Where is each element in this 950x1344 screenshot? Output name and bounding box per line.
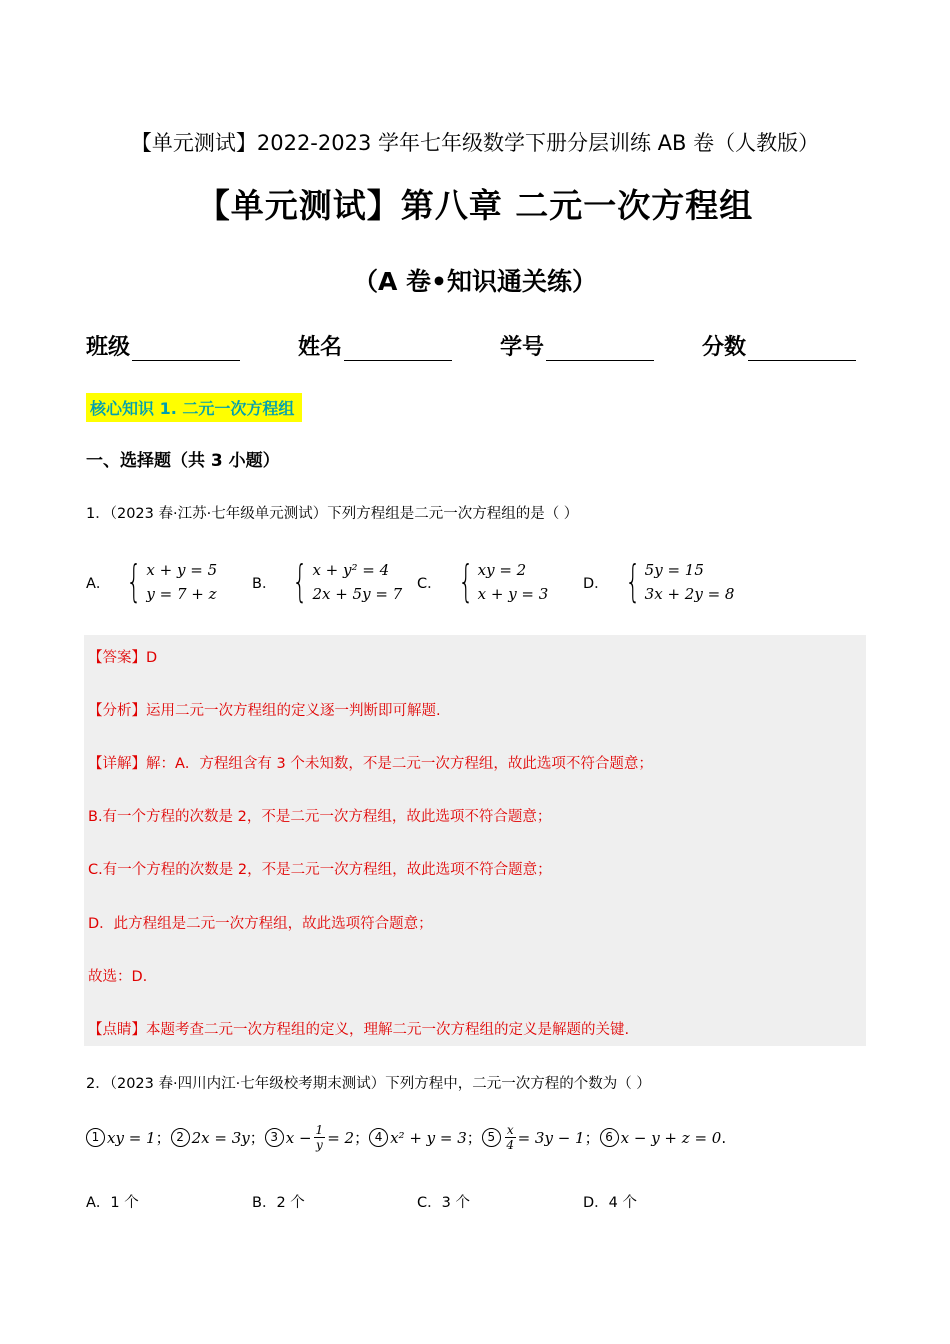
circled-number-icon: 3	[265, 1128, 284, 1147]
separator: ；	[249, 1129, 265, 1147]
score-blank[interactable]	[748, 338, 856, 361]
class-field[interactable]	[86, 330, 240, 361]
fraction-numerator: x	[506, 1123, 514, 1137]
equation-part: = 3y − 1	[517, 1128, 585, 1147]
option-label: D．	[583, 575, 609, 592]
equation: 5y = 15	[644, 561, 704, 579]
detail-d-text: D．此方程组是二元一次方程组，故此选项符合题意；	[88, 916, 433, 932]
q2-equation-list	[86, 1123, 726, 1152]
equation: x² + y = 3	[390, 1128, 467, 1147]
comment-text: 【点睛】本题考查二元一次方程组的定义，理解二元一次方程组的定义是解题的关键.	[88, 1022, 630, 1038]
equation: xy = 1	[107, 1128, 156, 1147]
equation: xy = 2	[477, 561, 527, 579]
answer-text: 【答案】D	[88, 650, 158, 666]
brace-icon: {	[624, 556, 641, 607]
brace-icon: {	[292, 556, 309, 607]
detail-c-text: C.有一个方程的次数是 2，不是二元一次方程组，故此选项不符合题意；	[88, 862, 552, 878]
name-field[interactable]	[298, 330, 452, 361]
equation-system	[120, 556, 218, 607]
option-label: C．	[417, 575, 442, 592]
equation-system	[286, 556, 403, 607]
equation-system	[619, 556, 735, 607]
circled-number-icon: 5	[482, 1128, 501, 1147]
fraction	[505, 1123, 516, 1152]
student-id-label: 学号	[500, 335, 545, 360]
name-blank[interactable]	[344, 338, 452, 361]
equation: x + y² = 4	[312, 561, 390, 579]
question-2-stem: 2．（2023 春·四川内江·七年级校考期末测试）下列方程中，二元一次方程的个数为（ ）	[86, 1076, 651, 1092]
equation: x − y + z = 0	[620, 1128, 722, 1147]
document-subtitle: 【单元测试】2022-2023 学年七年级数学下册分层训练 AB 卷（人教版）	[130, 131, 820, 155]
separator: ；	[155, 1129, 171, 1147]
separator: ；	[354, 1129, 370, 1147]
q2-option-d[interactable]: D．4 个	[583, 1195, 637, 1211]
separator: ；	[584, 1129, 600, 1147]
separator: ；	[466, 1129, 482, 1147]
choose-text: 故选：D.	[88, 969, 148, 985]
class-label: 班级	[86, 335, 131, 360]
score-label: 分数	[702, 335, 747, 360]
q1-option-b[interactable]	[252, 556, 403, 607]
fraction-denominator: y	[315, 1138, 323, 1152]
question-1-stem: 1．（2023 春·江苏·七年级单元测试）下列方程组是二元一次方程组的是（ ）	[86, 506, 579, 522]
equation-part: x −	[285, 1128, 312, 1147]
student-id-blank[interactable]	[546, 338, 654, 361]
equation: x + y = 5	[146, 561, 218, 579]
end-mark: .	[721, 1128, 727, 1147]
equation: 2x = 3y	[191, 1128, 250, 1147]
circled-number-icon: 4	[369, 1128, 388, 1147]
q1-option-d[interactable]	[583, 556, 735, 607]
fraction	[314, 1123, 326, 1152]
q1-option-a[interactable]	[86, 556, 218, 607]
topic-heading: 核心知识 1. 二元一次方程组	[86, 393, 302, 422]
option-label: A．	[86, 575, 111, 592]
circled-number-icon: 2	[171, 1128, 190, 1147]
equation: 3x + 2y = 8	[644, 585, 735, 603]
fraction-numerator: 1	[315, 1123, 324, 1137]
score-field[interactable]	[702, 330, 856, 361]
equation: x + y = 3	[477, 585, 549, 603]
equation-part: = 2	[327, 1128, 355, 1147]
detail-b-text: B.有一个方程的次数是 2，不是二元一次方程组，故此选项不符合题意；	[88, 809, 552, 825]
option-label: B．	[252, 575, 277, 592]
section-heading: 一、选择题（共 3 小题）	[86, 451, 280, 471]
document-title: 【单元测试】第八章 二元一次方程组	[196, 186, 754, 225]
q1-option-c[interactable]	[417, 556, 549, 607]
student-id-field[interactable]	[500, 330, 654, 361]
detail-text: 【详解】解：A．方程组含有 3 个未知数，不是二元一次方程组，故此选项不符合题意；	[88, 756, 653, 772]
circled-number-icon: 1	[86, 1128, 105, 1147]
equation: y = 7 + z	[146, 585, 217, 603]
class-blank[interactable]	[132, 338, 240, 361]
q2-option-b[interactable]: B．2 个	[252, 1195, 305, 1211]
name-label: 姓名	[298, 335, 343, 360]
answer-panel	[84, 635, 866, 1046]
equation-system	[452, 556, 549, 607]
q2-option-c[interactable]: C．3 个	[417, 1195, 470, 1211]
analysis-text: 【分析】运用二元一次方程组的定义逐一判断即可解题.	[88, 703, 441, 719]
volume-label: （A 卷•知识通关练）	[352, 267, 598, 296]
circled-number-icon: 6	[600, 1128, 619, 1147]
brace-icon: {	[457, 556, 474, 607]
equation: 2x + 5y = 7	[312, 585, 403, 603]
fraction-denominator: 4	[506, 1138, 515, 1152]
q2-option-a[interactable]: A．1 个	[86, 1195, 139, 1211]
brace-icon: {	[126, 556, 143, 607]
